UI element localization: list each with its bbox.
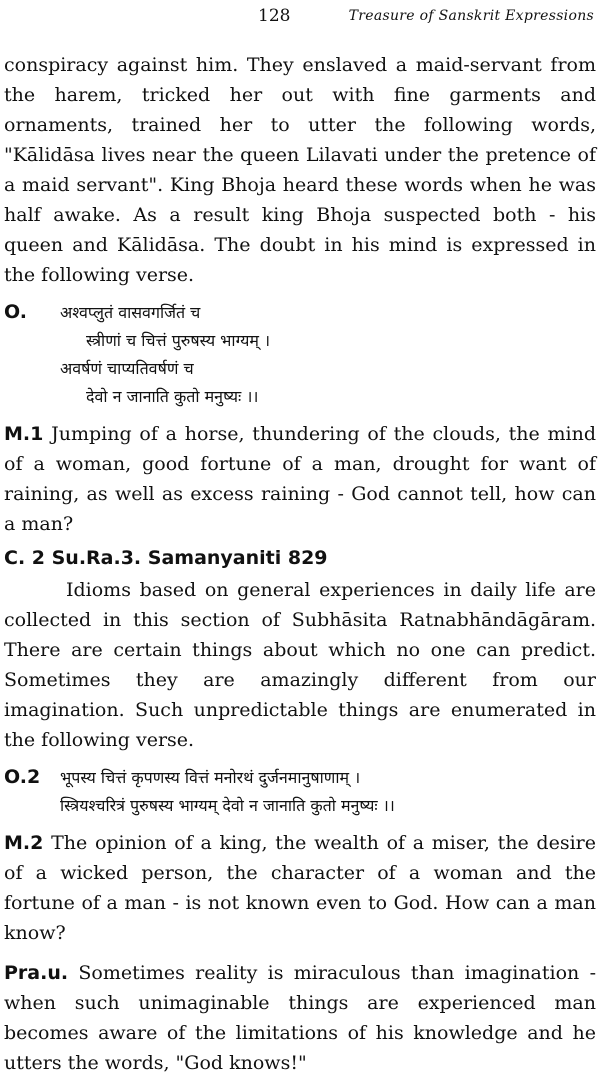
section-heading: C. 2 Su.Ra.3. Samanyaniti 829 [4, 547, 328, 569]
verse-o2 [0, 763, 600, 820]
meaning-label: M.2 [4, 832, 44, 854]
verse-o1 [0, 298, 600, 411]
page-number: 128 [258, 6, 291, 26]
meaning-text: The opinion of a king, the wealth of a miser, the desire of a wicked person, the character of a woman and the fortune of a man - is not known even to God. How can a man know? [4, 832, 596, 944]
meaning-m2 [0, 828, 600, 948]
verse-line: देवो न जानाति कुतो मनुष्यः ।। [86, 387, 259, 406]
meaning-m1 [0, 419, 600, 539]
paragraph-section: Idioms based on general experiences in daily life are collected in this section of Subhāsita Ratnabhāndāgāram. There are certain things about which no one can predict. Sometimes they are amazingly different from our imagination. Such unpredictable things are enumerated in the following verse. [4, 579, 596, 751]
page-header [0, 6, 600, 32]
pra-u-note [0, 958, 600, 1078]
note-label: Pra.u. [4, 962, 69, 984]
verse-line: स्त्रियश्चरित्रं पुरुषस्य भाग्यम् देवो न जानाति कुतो मनुष्यः ।। [60, 796, 395, 815]
verse-label: O.2 [4, 766, 41, 788]
meaning-label: M.1 [4, 423, 44, 445]
verse-line: अश्वप्लुतं वासवगर्जितं च [60, 303, 201, 322]
verse-label: O. [4, 301, 27, 323]
verse-line: अवर्षणं चाप्यतिवर्षणं च [60, 359, 194, 378]
running-title: Treasure of Sanskrit Expressions [348, 8, 594, 24]
verse-line: भूपस्य चित्तं कृपणस्य वित्तं मनोरथं दुर्जनमानुषाणाम् । [60, 768, 361, 787]
paragraph-intro: conspiracy against him. They enslaved a maid-servant from the harem, tricked her out with fine garments and ornaments, trained her to utter the following words, "Kālidāsa lives near the queen Lilavati under the pretence of a maid servant". King Bhoja heard these words when he was half awake. As a result king Bhoja suspected both - his queen and Kālidāsa. The doubt in his mind is expressed in the following verse. [4, 54, 596, 286]
verse-line: स्त्रीणां च चित्तं पुरुषस्य भाग्यम् । [86, 331, 271, 350]
note-text: Sometimes reality is miraculous than imagination - when such unimaginable things are experienced man becomes aware of the limitations of his knowledge and he utters the words, "God knows!" [4, 962, 596, 1074]
meaning-text: Jumping of a horse, thundering of the clouds, the mind of a woman, good fortune of a man, drought for want of raining, as well as excess raining - God cannot tell, how can a man? [4, 423, 597, 535]
